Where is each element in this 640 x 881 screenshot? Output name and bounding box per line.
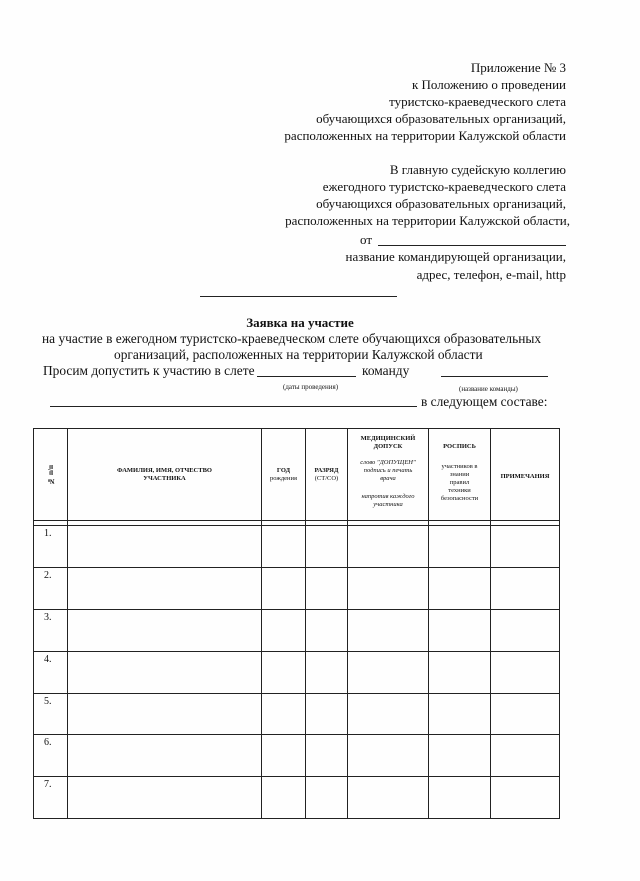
header-num <box>34 429 68 521</box>
separator-line <box>200 296 397 297</box>
from-field-line[interactable] <box>378 245 566 246</box>
team-field-line[interactable] <box>441 376 548 377</box>
appendix-line-4: расположенных на территории Калужской области <box>284 128 566 143</box>
header-name-label-1: ФАМИЛИЯ, ИМЯ, ОТЧЕСТВО <box>117 467 212 474</box>
table-row[interactable] <box>34 568 560 610</box>
header-signature-note-5: безопасности <box>440 495 479 502</box>
header-num-label: № п/п <box>46 464 55 485</box>
row-number: 3. <box>34 610 68 652</box>
header-signature-note-3: правил <box>449 479 470 486</box>
header-signature-note-2: знании <box>449 471 470 478</box>
header-medical <box>348 429 429 521</box>
table-row[interactable] <box>34 526 560 568</box>
header-year-label-1: ГОД <box>276 467 291 474</box>
row-number: 7. <box>34 777 68 819</box>
header-medical-label-2: ДОПУСК <box>373 443 403 450</box>
from-label: от <box>360 232 373 247</box>
header-signature-label: РОСПИСЬ <box>443 443 476 450</box>
header-signature-note-4: техники <box>448 487 471 494</box>
header-name <box>68 429 262 521</box>
table-row[interactable] <box>34 651 560 693</box>
application-subtitle-1: на участие в ежегодном туристско-краеведческом слете обучающихся образовательных <box>42 331 542 346</box>
table-header-row <box>34 429 560 521</box>
header-medical-note-5: участника <box>373 501 403 508</box>
row-number: 5. <box>34 693 68 735</box>
team-caption: (название команды) <box>459 385 518 393</box>
header-medical-note-1: слово "ДОПУЩЕН" <box>360 459 416 466</box>
addressee-line-3: обучающихся образовательных организаций, <box>316 196 566 211</box>
header-year-label-2: рождения <box>270 475 297 482</box>
row-number: 4. <box>34 651 68 693</box>
participants-table <box>33 428 560 819</box>
composition-field-line[interactable] <box>50 406 417 407</box>
addressee-line-1: В главную судейскую коллегию <box>389 162 566 177</box>
appendix-line-1: к Положению о проведении <box>411 77 566 92</box>
header-notes-label: ПРИМЕЧАНИЯ <box>500 473 550 480</box>
header-rank-label-2: (СТ/СО) <box>314 475 339 482</box>
team-label: команду <box>362 363 410 378</box>
org-caption-2: адрес, телефон, e-mail, http <box>416 267 566 282</box>
table-row[interactable] <box>34 693 560 735</box>
header-medical-note-3: врача <box>380 475 396 482</box>
header-medical-note-2: подпись и печать <box>363 467 413 474</box>
row-number: 2. <box>34 568 68 610</box>
addressee-line-2: ежегодного туристско-краеведческого слета <box>322 179 566 194</box>
dates-field-line[interactable] <box>257 376 356 377</box>
appendix-line-2: туристско-краеведческого слета <box>389 94 566 109</box>
header-medical-label-1: МЕДИЦИНСКИЙ <box>360 435 416 442</box>
table-row[interactable] <box>34 610 560 652</box>
header-rank <box>306 429 348 521</box>
addressee-line-4: расположенных на территории Калужской области, <box>285 213 570 228</box>
header-year <box>262 429 306 521</box>
appendix-title: Приложение № 3 <box>470 60 566 75</box>
dates-caption: (даты проведения) <box>283 383 339 391</box>
composition-text: в следующем составе: <box>421 394 548 409</box>
table-row[interactable] <box>34 777 560 819</box>
table-row[interactable] <box>34 735 560 777</box>
header-notes <box>491 429 560 521</box>
request-text: Просим допустить к участию в слете <box>43 363 255 378</box>
org-caption-1: название командирующей организации, <box>345 249 566 264</box>
application-title: Заявка на участие <box>246 315 354 330</box>
header-name-label-2: УЧАСТНИКА <box>143 475 186 482</box>
header-signature-note-1: участников в <box>441 463 478 470</box>
header-medical-note-4: напротив каждого <box>361 493 415 500</box>
row-number: 1. <box>34 526 68 568</box>
row-number: 6. <box>34 735 68 777</box>
header-rank-label-1: РАЗРЯД <box>314 467 339 474</box>
header-signature <box>429 429 491 521</box>
appendix-line-3: обучающихся образовательных организаций, <box>316 111 566 126</box>
application-subtitle-2: организаций, расположенных на территории Калужской области <box>114 347 483 362</box>
